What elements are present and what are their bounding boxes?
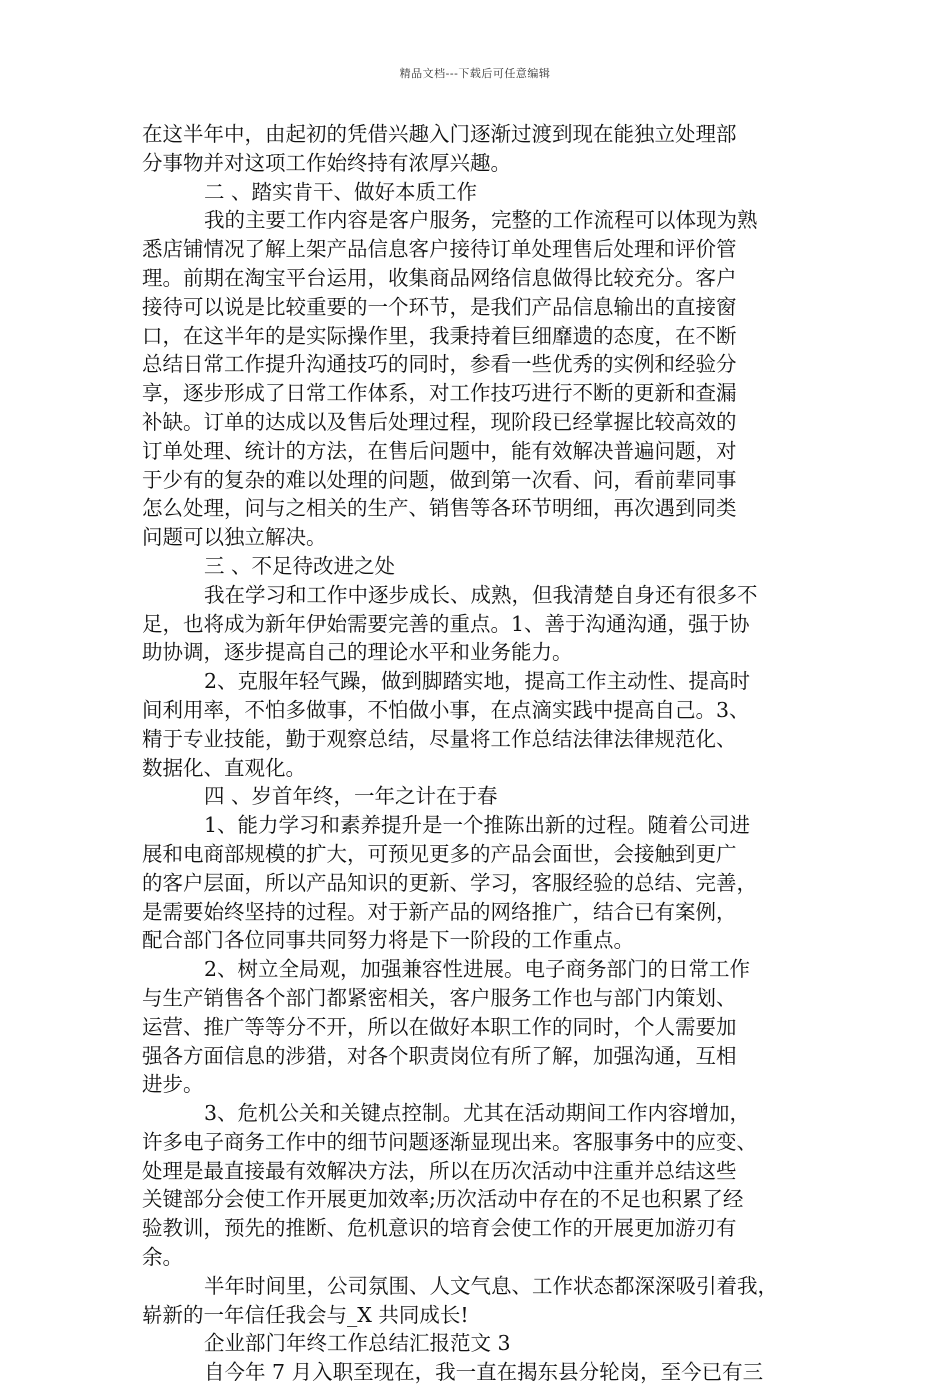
text-line: 1、能力学习和素养提升是一个推陈出新的过程。随着公司进 [204,813,751,838]
text-line: 运营、推广等等分不开，所以在做好本职工作的同时，个人需要加 [142,1014,737,1039]
text-line: 与生产销售各个部门都紧密相关，客户服务工作也与部门内策划、 [142,985,737,1010]
text-line: 享，逐步形成了日常工作体系，对工作技巧进行不断的更新和查漏 [142,381,737,406]
text-line: 验教训，预先的推断、危机意识的培育会使工作的开展更加游刃有 [142,1216,737,1241]
text-line: 补缺。订单的达成以及售后处理过程，现阶段已经掌握比较高效的 [142,409,737,434]
text-line: 进步。 [142,1072,204,1097]
document-subtitle: 企业部门年终工作总结汇报范文 3 [204,1331,511,1356]
text-line: 关键部分会使工作开展更加效率;历次活动中存在的不足也积累了经 [142,1187,744,1212]
text-line: 怎么处理，问与之相关的生产、销售等各环节明细，再次遇到同类 [142,496,737,521]
text-line: 3、危机公关和关键点控制。尤其在活动期间工作内容增加， [204,1101,751,1126]
text-line: 我的主要工作内容是客户服务，完整的工作流程可以体现为熟 [204,208,758,233]
text-line: 自今年 7 月入职至现在，我一直在揭东县分轮岗，至今已有三 [204,1360,764,1385]
document-body [142,120,808,1387]
text-line: 强各方面信息的涉猎，对各个职责岗位有所了解，加强沟通，互相 [142,1043,737,1068]
text-line: 配合部门各位同事共同努力将是下一阶段的工作重点。 [142,928,634,953]
text-line: 订单处理、统计的方法，在售后问题中，能有效解决普遍问题，对 [142,438,737,463]
text-line: 2、克服年轻气躁，做到脚踏实地，提高工作主动性、提高时 [204,669,751,694]
text-line: 许多电子商务工作中的细节问题逐渐显现出来。客服事务中的应变、 [142,1129,757,1154]
text-line: 足，也将成为新年伊始需要完善的重点。1、善于沟通沟通，强于协 [142,611,750,636]
text-line: 处理是最直接最有效解决方法，所以在历次活动中注重并总结这些 [142,1158,737,1183]
text-line: 崭新的一年信任我会与_X 共同成长! [142,1302,469,1327]
text-line: 分事物并对这项工作始终持有浓厚兴趣。 [142,150,511,175]
text-line: 问题可以独立解决。 [142,525,327,550]
text-line: 理。前期在淘宝平台运用，收集商品网络信息做得比较充分。客户 [142,265,737,290]
text-line: 在这半年中，由起初的凭借兴趣入门逐渐过渡到现在能独立处理部 [142,122,737,146]
text-line: 接待可以说是比较重要的一个环节，是我们产品信息输出的直接窗 [142,294,737,319]
section-heading: 三 、不足待改进之处 [204,553,396,578]
text-line: 我在学习和工作中逐步成长、成熟，但我清楚自身还有很多不 [204,582,758,607]
text-line: 半年时间里，公司氛围、人文气息、工作状态都深深吸引着我， [204,1273,778,1298]
text-line: 数据化、直观化。 [142,755,306,780]
text-line: 余。 [142,1245,183,1270]
text-line: 助协调，逐步提高自己的理论水平和业务能力。 [142,640,573,665]
text-line: 于少有的复杂的难以处理的问题，做到第一次看、问，看前辈同事 [142,467,737,492]
section-heading: 四 、岁首年终，一年之计在于春 [204,784,498,809]
text-line: 是需要始终坚持的过程。对于新产品的网络推广，结合已有案例， [142,899,737,924]
text-line: 2、树立全局观，加强兼容性进展。电子商务部门的日常工作 [204,957,751,982]
text-line: 口，在这半年的是实际操作里，我秉持着巨细靡遗的态度，在不断 [142,323,737,348]
text-line: 展和电商部规模的扩大，可预见更多的产品会面世，会接触到更广 [142,841,737,866]
text-line: 总结日常工作提升沟通技巧的同时，参看一些优秀的实例和经验分 [142,352,737,377]
section-heading: 二 、踏实肯干、做好本质工作 [204,179,478,204]
text-line: 间利用率，不怕多做事，不怕做小事，在点滴实践中提高自己。3、 [142,697,750,722]
text-line: 精于专业技能，勤于观察总结，尽量将工作总结法律法律规范化、 [142,726,737,751]
text-line: 的客户层面，所以产品知识的更新、学习，客服经验的总结、完善， [142,870,757,895]
page-header: 精品文档---下载后可任意编辑 [399,67,551,80]
text-line: 悉店铺情况了解上架产品信息客户接待订单处理售后处理和评价管 [142,237,737,262]
